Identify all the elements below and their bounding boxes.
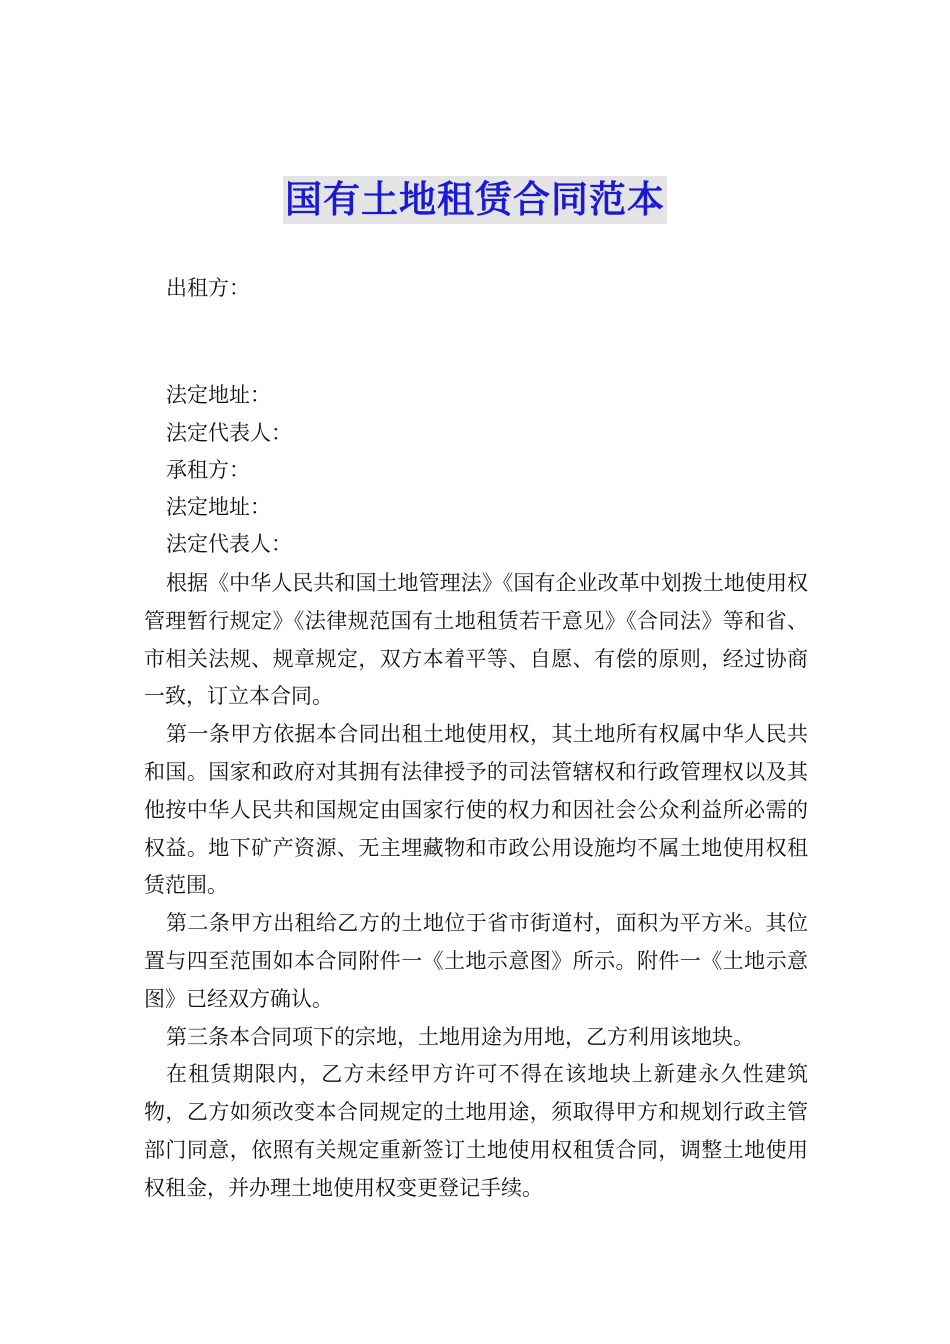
lessee-label: 承租方： [166,458,250,482]
paragraph-article-1: 第一条甲方依据本合同出租土地使用权，其土地所有权属中华人民共和国。国家和政府对其拥有法律授予的司法管辖权和行政管理权以及其他按中华人民共和国规定由国家行使的权力和因社会公众利益所必需的权益。地下矿产资源、无主埋藏物和市政公用设施均不属土地使用权租赁范围。 [144,722,808,898]
lessee-address-label: 法定地址： [166,495,271,519]
contract-body [144,565,808,1208]
paragraph-article-3: 第三条本合同项下的宗地，土地用途为用地，乙方利用该地块。 [166,1024,754,1049]
paragraph-article-2: 第二条甲方出租给乙方的土地位于省市街道村，面积为平方米。其位置与四至范围如本合同附件一《土地示意图》所示。附件一《土地示意图》已经双方确认。 [144,911,808,1011]
lessor-label: 出租方： [166,276,250,300]
document-title: 国有土地租赁合同范本 [283,176,667,224]
lessor-address-label: 法定地址： [166,383,271,407]
lessor-representative-label: 法定代表人： [166,421,292,445]
paragraph-lease-term: 在租赁期限内，乙方未经甲方许可不得在该地块上新建永久性建筑物，乙方如须改变本合同规定的土地用途，须取得甲方和规划行政主管部门同意，依照有关规定重新签订土地使用权租赁合同，调整土地使用权租金，并办理土地使用权变更登记手续。 [144,1062,808,1200]
paragraph-preamble: 根据《中华人民共和国土地管理法》《国有企业改革中划拨土地使用权管理暂行规定》《法律规范国有土地租赁若干意见》《合同法》等和省、市相关法规、规章规定，双方本着平等、自愿、有偿的原则，经过协商一致，订立本合同。 [144,571,808,709]
title-container [0,176,950,224]
lessee-representative-label: 法定代表人： [166,532,292,556]
